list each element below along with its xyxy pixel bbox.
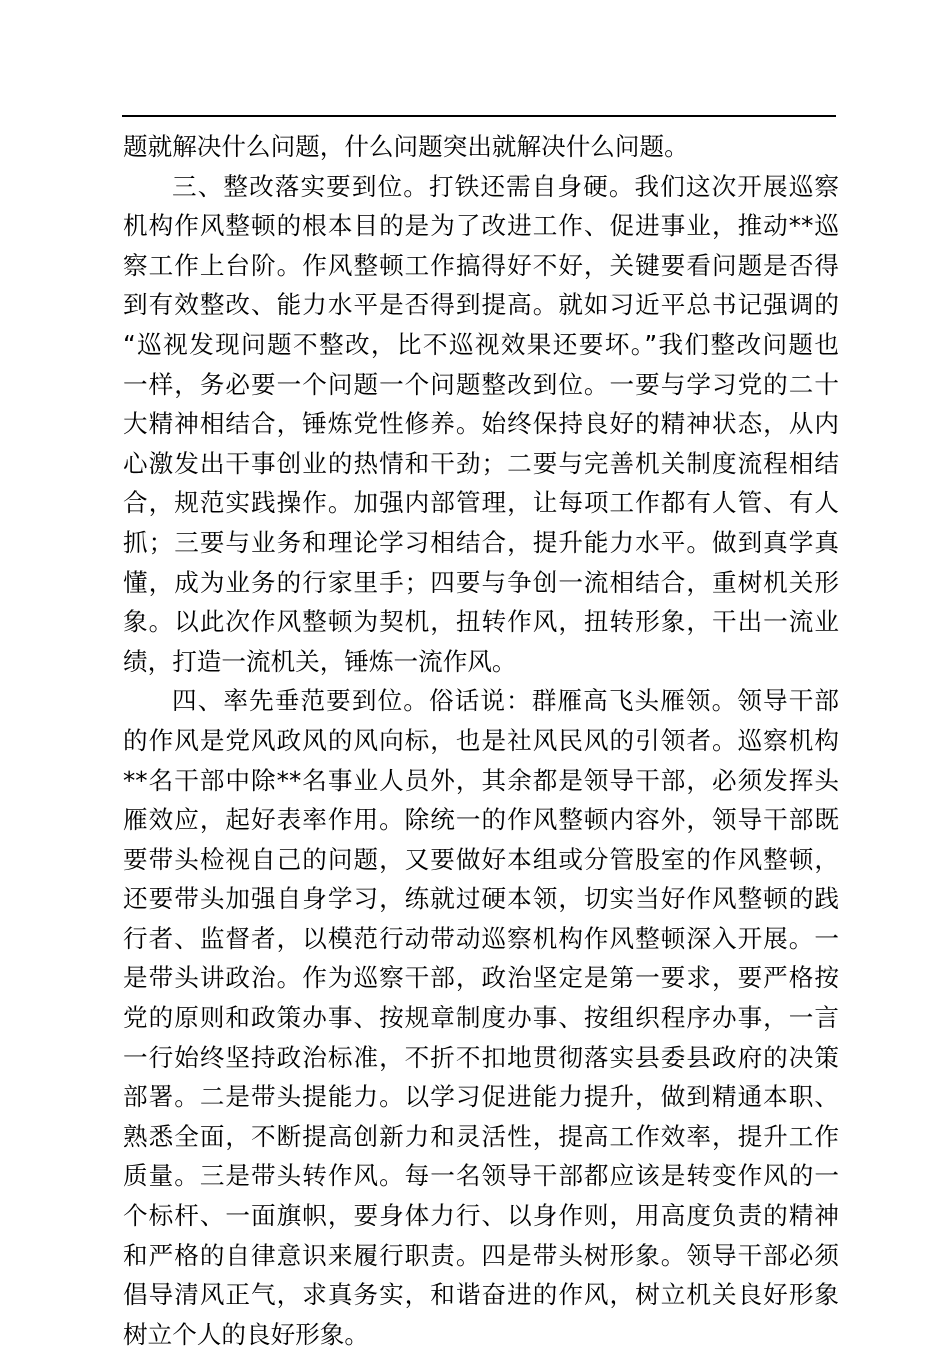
text-line: 质量。三是带头转作风。每一名领导干部都应该是转变作风的一	[123, 1161, 839, 1191]
text-line: 机构作风整顿的根本目的是为了改进工作、促进事业，推动**巡	[123, 211, 839, 241]
text-line: 绩，打造一流机关，锤炼一流作风。	[123, 646, 517, 676]
text-line: 雁效应，起好表率作用。除统一的作风整顿内容外，领导干部既	[123, 805, 839, 835]
text-line: 树立个人的良好形象。	[123, 1319, 369, 1349]
text-line: 一行始终坚持政治标准，不折不扣地贯彻落实县委县政府的决策	[123, 1042, 839, 1072]
text-line: 还要带头加强自身学习，练就过硬本领，切实当好作风整顿的践	[123, 884, 839, 914]
text-line: 党的原则和政策办事、按规章制度办事、按组织程序办事，一言	[123, 1003, 839, 1033]
text-line: 懂，成为业务的行家里手；四要与争创一流相结合，重树机关形	[123, 567, 839, 597]
text-line: **名干部中除**名事业人员外，其余都是领导干部，必须发挥头	[123, 765, 839, 795]
text-line: 心激发出干事创业的热情和干劲；二要与完善机关制度流程相结	[123, 448, 839, 478]
text-line: 一样，务必要一个问题一个问题整改到位。一要与学习党的二十	[123, 369, 839, 399]
text-line: 合，规范实践操作。加强内部管理，让每项工作都有人管、有人	[123, 488, 839, 518]
body-text	[123, 127, 839, 1354]
text-line: 行者、监督者，以模范行动带动巡察机构作风整顿深入开展。一	[123, 923, 839, 953]
text-line: “巡视发现问题不整改，比不巡视效果还要坏。”我们整改问题也	[123, 329, 839, 359]
text-line: 察工作上台阶。作风整顿工作搞得好不好，关键要看问题是否得	[123, 250, 839, 280]
text-line: 的作风是党风政风的风向标，也是社风民风的引领者。巡察机构	[123, 725, 839, 755]
text-line: 象。以此次作风整顿为契机，扭转作风，扭转形象，干出一流业	[123, 607, 839, 637]
text-line: 个标杆、一面旗帜，要身体力行、以身作则，用高度负责的精神	[123, 1201, 839, 1231]
text-line: 大精神相结合，锤炼党性修养。始终保持良好的精神状态，从内	[123, 409, 839, 439]
section-heading-line: 三、整改落实要到位。打铁还需自身硬。我们这次开展巡察	[172, 171, 839, 201]
text-line: 倡导清风正气，求真务实，和谐奋进的作风，树立机关良好形象	[123, 1280, 839, 1310]
text-line: 部署。二是带头提能力。以学习促进能力提升，做到精通本职、	[123, 1082, 839, 1112]
section-heading-line: 四、率先垂范要到位。俗话说：群雁高飞头雁领。领导干部	[172, 686, 839, 716]
text-line: 是带头讲政治。作为巡察干部，政治坚定是第一要求，要严格按	[123, 963, 839, 993]
text-line: 和严格的自律意识来履行职责。四是带头树形象。领导干部必须	[123, 1240, 839, 1270]
text-line: 题就解决什么问题，什么问题突出就解决什么问题。	[123, 132, 689, 161]
text-line: 抓；三要与业务和理论学习相结合，提升能力水平。做到真学真	[123, 527, 839, 557]
text-line: 熟悉全面，不断提高创新力和灵活性，提高工作效率，提升工作	[123, 1121, 839, 1151]
text-line: 到有效整改、能力水平是否得到提高。就如习近平总书记强调的	[123, 290, 839, 320]
header-rule	[122, 115, 836, 117]
text-line: 要带头检视自己的问题，又要做好本组或分管股室的作风整顿，	[123, 844, 839, 874]
